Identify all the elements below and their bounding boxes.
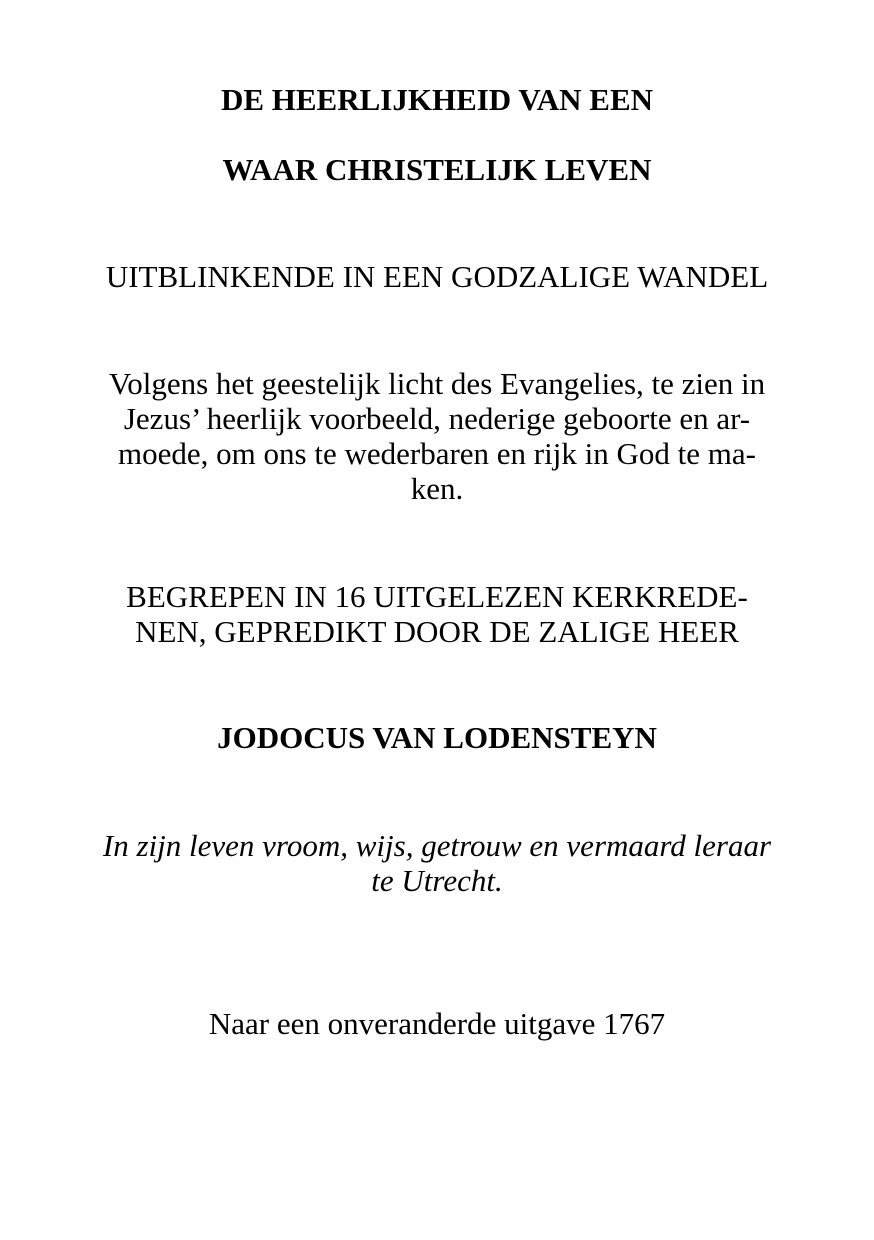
description-line-4: ken. xyxy=(410,471,464,506)
author-note-line-1: In zijn leven vroom, wijs, getrouw en vermaard leraar xyxy=(102,828,772,863)
description-line-3: moede, om ons te wederbaren en rijk in God te ma- xyxy=(118,436,756,471)
description-line-1: Volgens het geestelijk licht des Evangelies, te zien in xyxy=(108,366,766,401)
edition-note: Naar een onveranderde uitgave 1767 xyxy=(208,1006,666,1041)
title-line-1: DE HEERLIJKHEID VAN EEN xyxy=(220,82,654,117)
contents-line-1: BEGREPEN IN 16 UITGELEZEN KERKREDE- xyxy=(126,579,748,614)
subtitle: UITBLINKENDE IN EEN GODZALIGE WANDEL xyxy=(105,259,769,294)
description-line-2: Jezus’ heerlijk voorbeeld, nederige geboorte en ar- xyxy=(123,401,751,436)
author-note-line-2: te Utrecht. xyxy=(371,863,503,898)
contents-line-2: NEN, GEPREDIKT DOOR DE ZALIGE HEER xyxy=(135,614,739,649)
title-line-2: WAAR CHRISTELIJK LEVEN xyxy=(222,152,652,187)
author-name: JODOCUS VAN LODENSTEYN xyxy=(217,720,657,755)
